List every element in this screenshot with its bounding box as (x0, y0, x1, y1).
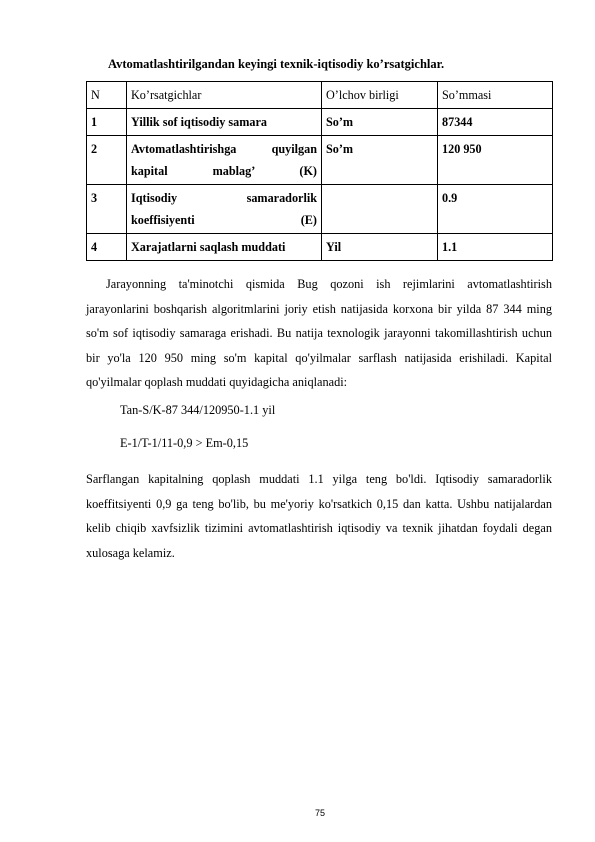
row-number: 4 (87, 234, 127, 261)
row-amount: 87344 (438, 109, 553, 136)
table-row (87, 109, 553, 136)
header-cell-number: N (87, 82, 127, 109)
table-row (87, 234, 553, 261)
row-number: 1 (87, 109, 127, 136)
row-indicator: Iqtisodiy samaradorlik koeffisiyenti (E) (127, 185, 322, 234)
row-unit: So’m (322, 109, 438, 136)
page-number: 75 (314, 808, 325, 818)
table-row (87, 136, 553, 185)
row-amount: 120 950 (438, 136, 553, 185)
efficiency-formula: E-1/T-1/11-0,9 > Em-0,15 (120, 436, 249, 450)
row-unit: So’m (322, 136, 438, 185)
row-indicator: Avtomatlashtirishga quyilgan kapital mablag’ (K) (127, 136, 322, 185)
header-cell-indicator: Ko’rsatgichlar (127, 82, 322, 109)
header-cell-unit: O’lchov birligi (322, 82, 438, 109)
row-number: 2 (87, 136, 127, 185)
row-amount: 0.9 (438, 185, 553, 234)
section-title: Avtomatlashtirilgandan keyingi texnik-iqtisodiy ko’rsatgichlar. (108, 57, 445, 71)
table-header-row (87, 82, 553, 109)
header-cell-amount: So’mmasi (438, 82, 553, 109)
payback-formula: Tan-S/K-87 344/120950-1.1 yil (120, 403, 276, 417)
row-unit (322, 185, 438, 234)
table-row (87, 185, 553, 234)
body-paragraph-conclusion: Sarflangan kapitalning qoplash muddati 1.1 yilga teng bo'ldi. Iqtisodiy samaradorlik koeffitsiyenti 0,9 ga teng bo'lib, bu me'yoriy ko'rsatkich 0,15 dan katta. Ushbu natijalardan kelib chiqib xavfsizlik tizimini avtomatlashtirish iqtisodiy va texnik jihatdan foydali degan xulosaga kelamiz. (86, 472, 552, 560)
row-amount: 1.1 (438, 234, 553, 261)
row-unit: Yil (322, 234, 438, 261)
row-indicator: Yillik sof iqtisodiy samara (127, 109, 322, 136)
row-number: 3 (87, 185, 127, 234)
body-paragraph-intro: Jarayonning ta'minotchi qismida Bug qozoni ish rejimlarini avtomatlashtirish jarayonlarini boshqarish algoritmlarini joriy etish natijasida korxona bir yilda 87 344 ming so'm sof iqtisodiy samaraga erishadi. Bu natija texnologik jarayonni takomillashtirish uchun bir yo'la 120 950 ming so'm kapital qo'yilmalar sarflash natijasida erishiladi. Kapital qo'yilmalar qoplash muddati quyidagicha aniqlanadi: (86, 277, 552, 390)
row-indicator: Xarajatlarni saqlash muddati (127, 234, 322, 261)
indicators-table (86, 81, 553, 261)
